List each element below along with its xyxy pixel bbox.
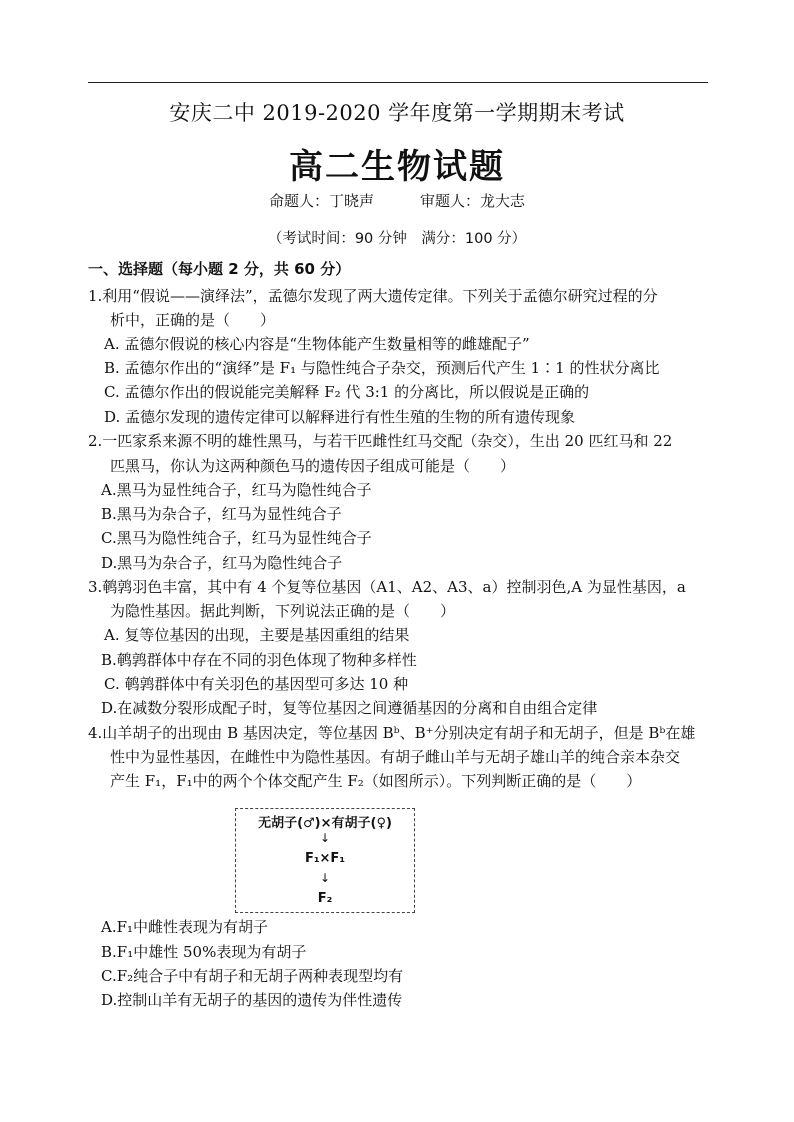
- question-2-stem-cont: 匹黑马，你认为这两种颜色马的遗传因子组成可能是（ ）: [110, 457, 516, 475]
- question-2-stem: 2.一匹家系来源不明的雄性黑马，与若干匹雌性红马交配（杂交），生出 20 匹红马和 22: [88, 432, 673, 450]
- question-4-option-a: A.F₁中雌性表现为有胡子: [101, 918, 269, 936]
- question-1-stem-cont: 析中，正确的是（ ）: [110, 311, 276, 329]
- question-1-option-d: D. 孟德尔发现的遗传定律可以解释进行有性生殖的生物的所有遗传现象: [104, 408, 576, 426]
- arrow-down-icon: ↓: [319, 871, 331, 885]
- section-heading: 一、选择题（每小题 2 分，共 60 分）: [88, 260, 351, 278]
- question-4-option-c: C.F₂纯合子中有胡子和无胡子两种表现型均有: [101, 967, 404, 985]
- question-2-option-b: B.黑马为杂合子，红马为显性纯合子: [101, 505, 342, 523]
- question-2-option-d: D.黑马为杂合子，红马为隐性纯合子: [101, 554, 343, 572]
- setter: 命题人：丁晓声: [268, 192, 374, 210]
- question-1-stem: 1.利用“假说——演绎法”，孟德尔发现了两大遗传定律。下列关于孟德尔研究过程的分: [88, 287, 658, 305]
- question-2-option-a: A.黑马为显性纯合子，红马为隐性纯合子: [101, 481, 372, 499]
- question-3-stem-cont: 为隐性基因。据此判断，下列说法正确的是（ ）: [110, 602, 456, 620]
- question-4-stem-cont-2: 产生 F₁，F₁中的两个个体交配产生 F₂（如图所示）。下列判断正确的是（ ）: [110, 772, 642, 790]
- diagram-f2: F₂: [317, 891, 333, 906]
- question-3-option-d: D.在减数分裂形成配子时，复等位基因之间遵循基因的分离和自由组合定律: [101, 699, 598, 717]
- top-rule: [88, 82, 708, 83]
- diagram-f1-cross: F₁×F₁: [304, 851, 346, 866]
- reviewer: 审题人：龙大志: [420, 192, 526, 210]
- question-1-option-b: B. 孟德尔作出的“演绎”是 F₁ 与隐性纯合子杂交，预测后代产生 1∶1 的性状分离比: [104, 359, 660, 377]
- question-4-stem: 4.山羊胡子的出现由 B 基因决定，等位基因 Bᵇ、B⁺分别决定有胡子和无胡子，但是 Bᵇ在雄: [88, 724, 696, 742]
- paper-title: 高二生物试题: [289, 147, 505, 187]
- arrow-down-icon: ↓: [319, 831, 331, 845]
- question-3-stem: 3.鹌鹑羽色丰富，其中有 4 个复等位基因（A1、A2、A3、a）控制羽色,A 为显性基因，a: [88, 578, 686, 596]
- authors-line: [0, 190, 794, 211]
- cross-diagram: [235, 808, 415, 913]
- question-2-option-c: C.黑马为隐性纯合子，红马为显性纯合子: [101, 529, 372, 547]
- question-1-option-a: A. 孟德尔假说的核心内容是“生物体能产生数量相等的雌雄配子”: [104, 335, 530, 353]
- question-3-option-b: B.鹌鹑群体中存在不同的羽色体现了物种多样性: [101, 651, 417, 669]
- question-4-option-b: B.F₁中雄性 50%表现为有胡子: [101, 943, 307, 961]
- question-4-option-d: D.控制山羊有无胡子的基因的遗传为伴性遗传: [101, 991, 403, 1009]
- question-3-option-c: C. 鹌鹑群体中有关羽色的基因型可多达 10 种: [104, 675, 409, 693]
- question-4-stem-cont: 性中为显性基因，在雌性中为隐性基因。有胡子雌山羊与无胡子雄山羊的纯合亲本杂交: [110, 748, 681, 766]
- question-3-option-a: A. 复等位基因的出现，主要是基因重组的结果: [104, 626, 410, 644]
- exam-info: （考试时间：90 分钟 满分：100 分）: [267, 231, 527, 247]
- diagram-parents: 无胡子(♂)×有胡子(♀): [258, 816, 392, 831]
- school-title: 安庆二中 2019-2020 学年度第一学期期末考试: [169, 101, 625, 125]
- question-1-option-c: C. 孟德尔作出的假说能完美解释 F₂ 代 3:1 的分离比，所以假说是正确的: [104, 383, 590, 401]
